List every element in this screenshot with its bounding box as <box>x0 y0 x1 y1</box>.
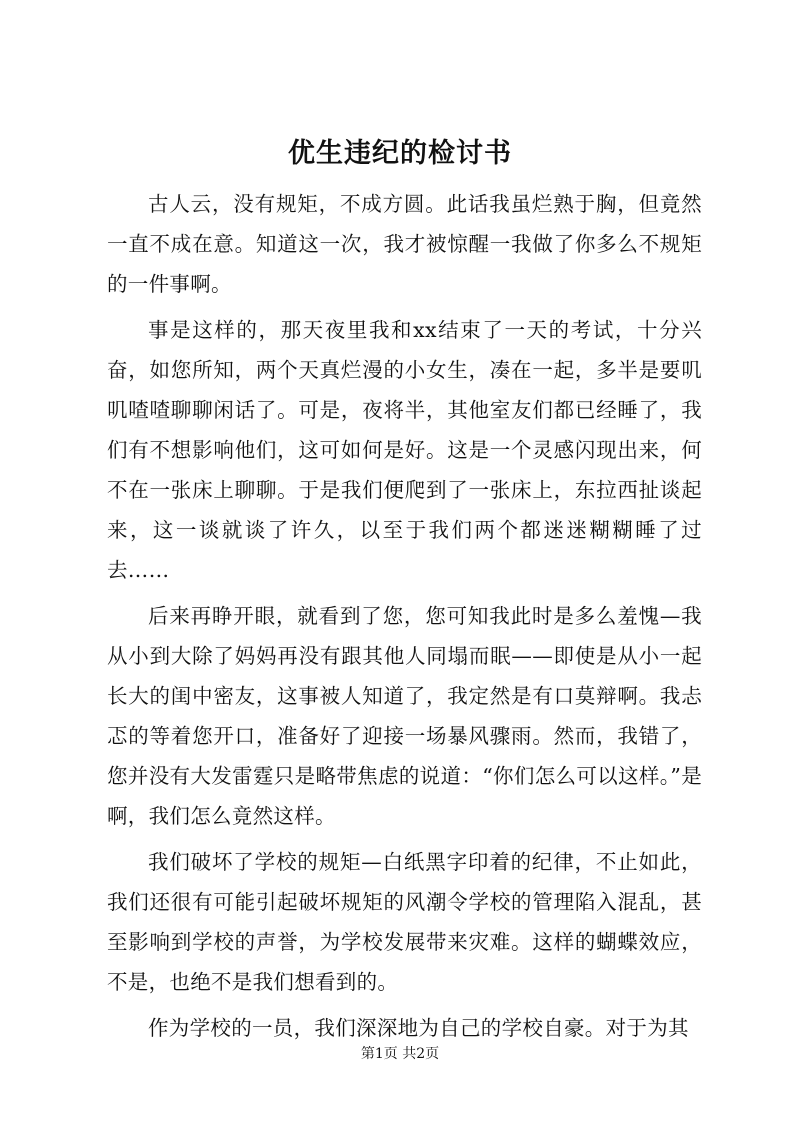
page-footer: 第1页 共2页 <box>360 1046 440 1062</box>
paragraph: 我们破坏了学校的规矩—白纸黑字印着的纪律，不止如此，我们还很有可能引起破坏规矩的风潮令学校的管理陷入混乱，甚至影响到学校的声誉，为学校发展带来灾难。这样的蝴蝶效应，不是，也绝不是我们想看到的。 <box>107 850 702 994</box>
paragraph: 古人云，没有规矩，不成方圆。此话我虽烂熟于胸，但竟然一直不成在意。知道这一次，我才被惊醒一我做了你多么不规矩的一件事啊。 <box>107 192 702 296</box>
document-title: 优生违纪的检讨书 <box>288 138 512 169</box>
paragraph: 作为学校的一员，我们深深地为自己的学校自豪。对于为其 <box>148 1016 689 1040</box>
document-body <box>107 184 702 1054</box>
paragraph: 事是这样的，那天夜里我和xx结束了一天的考试，十分兴奋，如您所知，两个天真烂漫的小女生，凑在一起，多半是要叽叽喳喳聊聊闲话了。可是，夜将半，其他室友们都已经睡了，我们有不想影响他们，这可如何是好。这是一个灵感闪现出来，何不在一张床上聊聊。于是我们便爬到了一张床上，东拉西扯谈起来，这一谈就谈了许久，以至于我们两个都迷迷糊糊睡了过去…… <box>107 318 702 582</box>
paragraph: 后来再睁开眼，就看到了您，您可知我此时是多么羞愧—我从小到大除了妈妈再没有跟其他人同塌而眠——即使是从小一起长大的闺中密友，这事被人知道了，我定然是有口莫辩啊。我忐忑的等着您开口，准备好了迎接一场暴风骤雨。然而，我错了，您并没有大发雷霆只是略带焦虑的说道：“你们怎么可以这样。”是啊，我们怎么竟然这样。 <box>107 604 702 828</box>
